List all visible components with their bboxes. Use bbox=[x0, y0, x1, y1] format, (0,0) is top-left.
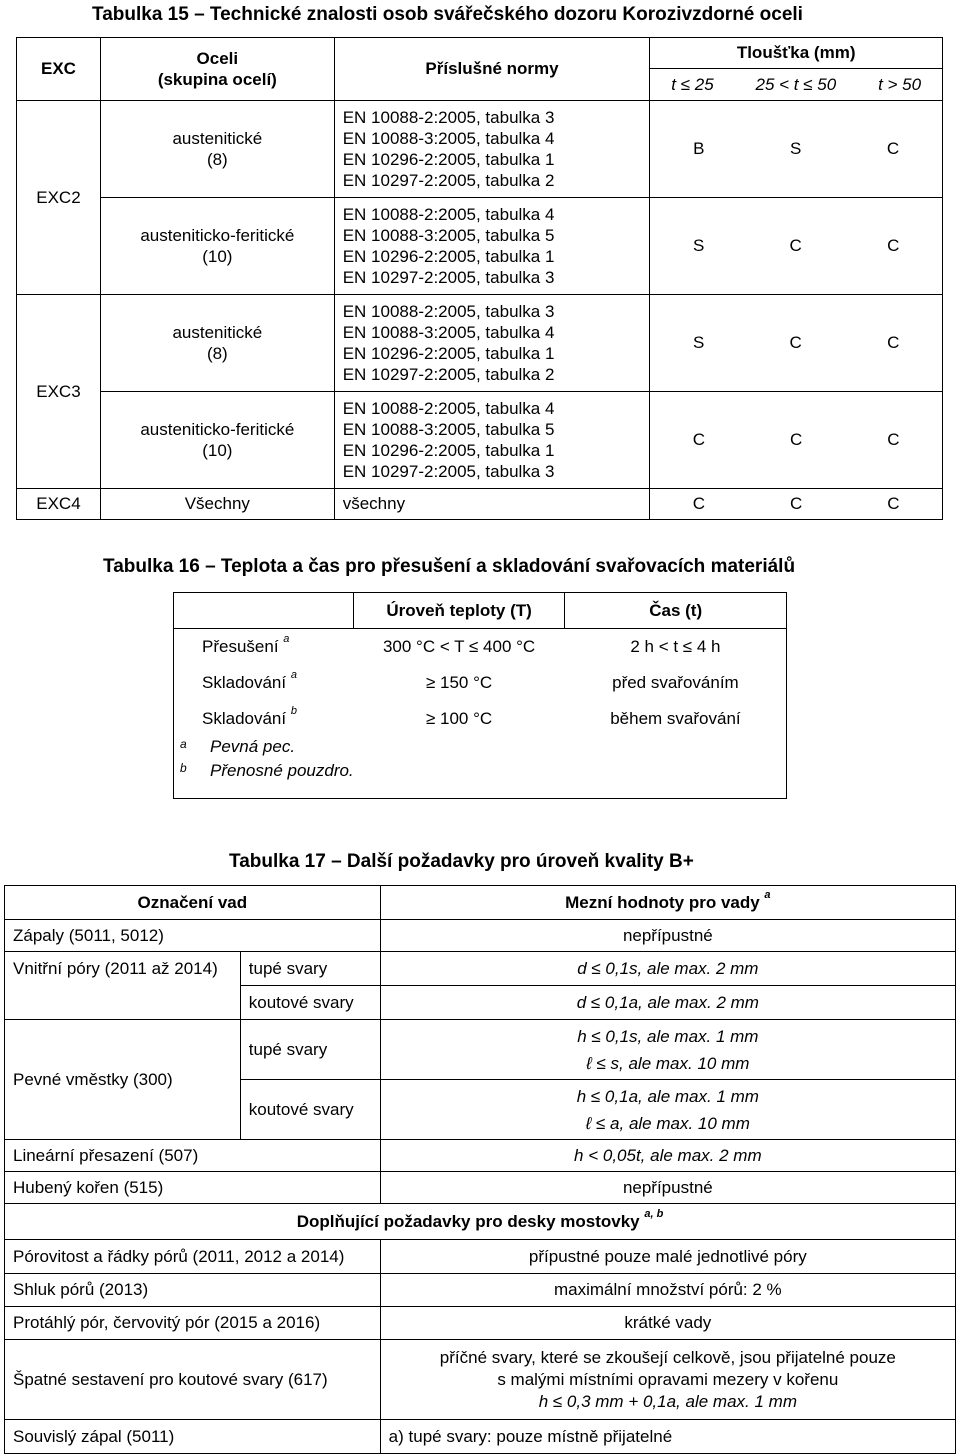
footnotes bbox=[174, 737, 787, 799]
table-row bbox=[17, 198, 943, 295]
defect-label: Pórovitost a řádky pórů (2011, 2012 a 2014) bbox=[5, 1240, 381, 1274]
norms-list: všechny bbox=[334, 489, 650, 520]
table-row bbox=[174, 701, 787, 737]
limit-value: maximální množství pórů: 2 % bbox=[380, 1274, 955, 1307]
defect-label: Shluk pórů (2013) bbox=[5, 1274, 381, 1307]
steel-type: austeniticko-feritické (10) bbox=[100, 198, 334, 295]
steel-type: austenitické (8) bbox=[100, 295, 334, 392]
table16-title: Tabulka 16 – Teplota a čas pro přesušení a skladování svařovacích materiálů bbox=[103, 556, 796, 577]
defect-label: Špatné sestavení pro koutové svary (617) bbox=[5, 1340, 381, 1420]
header-steel: Oceli (skupina ocelí) bbox=[100, 38, 334, 101]
thickness-values: C C C bbox=[650, 489, 943, 520]
header-time: Čas (t) bbox=[565, 593, 787, 629]
row-time: 2 h < t ≤ 4 h bbox=[630, 636, 721, 656]
table-row bbox=[5, 1420, 956, 1454]
table-row bbox=[5, 920, 956, 952]
header-defect: Označení vad bbox=[5, 886, 381, 920]
weld-type: tupé svary bbox=[240, 1020, 380, 1080]
defect-label: Zápaly (5011, 5012) bbox=[5, 920, 381, 952]
limit-value: nepřípustné bbox=[380, 920, 955, 952]
row-level: ≥ 150 °C bbox=[425, 672, 493, 692]
table15 bbox=[16, 37, 943, 520]
table-row bbox=[174, 665, 787, 701]
weld-type: koutové svary bbox=[240, 986, 380, 1020]
subsection-header: Doplňující požadavky pro desky mostovky $^{a, b}$ bbox=[5, 1204, 956, 1240]
thick-range-1: t ≤ 25 bbox=[671, 74, 714, 94]
thick-range-3: t > 50 bbox=[878, 74, 922, 94]
row-label: Skladování $^a$ bbox=[202, 668, 297, 692]
limit-value: d ≤ 0,1s, ale max. 2 mm bbox=[380, 952, 955, 986]
exc-class: EXC4 bbox=[17, 489, 101, 520]
header-norms: Příslušné normy bbox=[334, 38, 650, 101]
exc-class: EXC3 bbox=[17, 295, 101, 489]
weld-type: koutové svary bbox=[240, 1080, 380, 1140]
table-row bbox=[17, 392, 943, 489]
limit-value: nepřípustné bbox=[380, 1172, 955, 1204]
table-row bbox=[5, 1240, 956, 1274]
defect-label: Souvislý zápal (5011) bbox=[5, 1420, 381, 1454]
limit-value: h ≤ 0,1a, ale max. 1 mm ℓ ≤ a, ale max. 10 mm bbox=[380, 1080, 955, 1140]
defect-label: Pevné vměstky (300) bbox=[5, 1020, 241, 1140]
header-limit: Mezní hodnoty pro vady $^a$ bbox=[380, 886, 955, 920]
thickness-values: B S C bbox=[650, 101, 943, 198]
header-exc: EXC bbox=[17, 38, 101, 101]
footnote: b Přenosné pouzdro. bbox=[180, 760, 354, 780]
limit-value: a) tupé svary: pouze místně přijatelné bbox=[380, 1420, 955, 1454]
table-row bbox=[5, 1307, 956, 1340]
table16 bbox=[173, 592, 787, 799]
norms-list: EN 10088-2:2005, tabulka 4 EN 10088-3:2005, tabulka 5 EN 10296-2:2005, tabulka 1 EN 10297-2:2005, tabulka 3 bbox=[334, 198, 650, 295]
table-row bbox=[5, 1172, 956, 1204]
limit-value: přípustné pouze malé jednotlivé póry bbox=[380, 1240, 955, 1274]
table17-title: Tabulka 17 – Další požadavky pro úroveň kvality B+ bbox=[229, 851, 694, 872]
row-time: před svařováním bbox=[612, 672, 739, 692]
table-row bbox=[5, 1340, 956, 1420]
table17 bbox=[4, 885, 956, 1454]
footnote: a Pevná pec. bbox=[180, 736, 296, 756]
defect-label: Protáhlý pór, červovitý pór (2015 a 2016) bbox=[5, 1307, 381, 1340]
table-row bbox=[5, 1140, 956, 1172]
defect-label: Hubený kořen (515) bbox=[5, 1172, 381, 1204]
table-row bbox=[17, 489, 943, 520]
limit-value: krátké vady bbox=[380, 1307, 955, 1340]
thickness-values: C C C bbox=[650, 392, 943, 489]
limit-value: d ≤ 0,1a, ale max. 2 mm bbox=[380, 986, 955, 1020]
row-level: ≥ 100 °C bbox=[425, 708, 493, 728]
norms-list: EN 10088-2:2005, tabulka 3 EN 10088-3:2005, tabulka 4 EN 10296-2:2005, tabulka 1 EN 10297-2:2005, tabulka 2 bbox=[334, 101, 650, 198]
defect-label: Lineární přesazení (507) bbox=[5, 1140, 381, 1172]
table15-title: Tabulka 15 – Technické znalosti osob svářečského dozoru Korozivzdorné oceli bbox=[92, 4, 803, 25]
table-row bbox=[5, 1020, 956, 1080]
exc-class: EXC2 bbox=[17, 101, 101, 295]
thickness-values: S C C bbox=[650, 295, 943, 392]
header-temp-level: Úroveň teploty (T) bbox=[353, 593, 565, 629]
table-row bbox=[17, 295, 943, 392]
header-thickness: Tloušťka (mm) bbox=[650, 38, 943, 69]
table-row bbox=[17, 101, 943, 198]
weld-type: tupé svary bbox=[240, 952, 380, 986]
thick-range-2: 25 < t ≤ 50 bbox=[755, 74, 837, 94]
row-label: Přesušení $^a$ bbox=[202, 632, 290, 656]
thickness-values: S C C bbox=[650, 198, 943, 295]
limit-value: h < 0,05t, ale max. 2 mm bbox=[380, 1140, 955, 1172]
limit-value: h ≤ 0,1s, ale max. 1 mm ℓ ≤ s, ale max. 10 mm bbox=[380, 1020, 955, 1080]
table-row bbox=[174, 629, 787, 665]
table-row bbox=[5, 952, 956, 986]
table-row bbox=[5, 1274, 956, 1307]
defect-label: Vnitřní póry (2011 až 2014) bbox=[5, 952, 241, 1020]
steel-type: Všechny bbox=[100, 489, 334, 520]
row-time: během svařování bbox=[610, 708, 741, 728]
norms-list: EN 10088-2:2005, tabulka 4 EN 10088-3:2005, tabulka 5 EN 10296-2:2005, tabulka 1 EN 10297-2:2005, tabulka 3 bbox=[334, 392, 650, 489]
limit-value: příčné svary, které se zkoušejí celkově, jsou přijatelné pouze s malými místními opravami mezery v kořenu h ≤ 0,3 mm + 0,1a, ale max. 1 mm bbox=[380, 1340, 955, 1420]
norms-list: EN 10088-2:2005, tabulka 3 EN 10088-3:2005, tabulka 4 EN 10296-2:2005, tabulka 1 EN 10297-2:2005, tabulka 2 bbox=[334, 295, 650, 392]
row-level: 300 °C < T ≤ 400 °C bbox=[382, 636, 536, 656]
steel-type: austeniticko-feritické (10) bbox=[100, 392, 334, 489]
header-thickness-ranges bbox=[650, 69, 943, 101]
steel-type: austenitické (8) bbox=[100, 101, 334, 198]
row-label: Skladování $^b$ bbox=[202, 704, 297, 728]
